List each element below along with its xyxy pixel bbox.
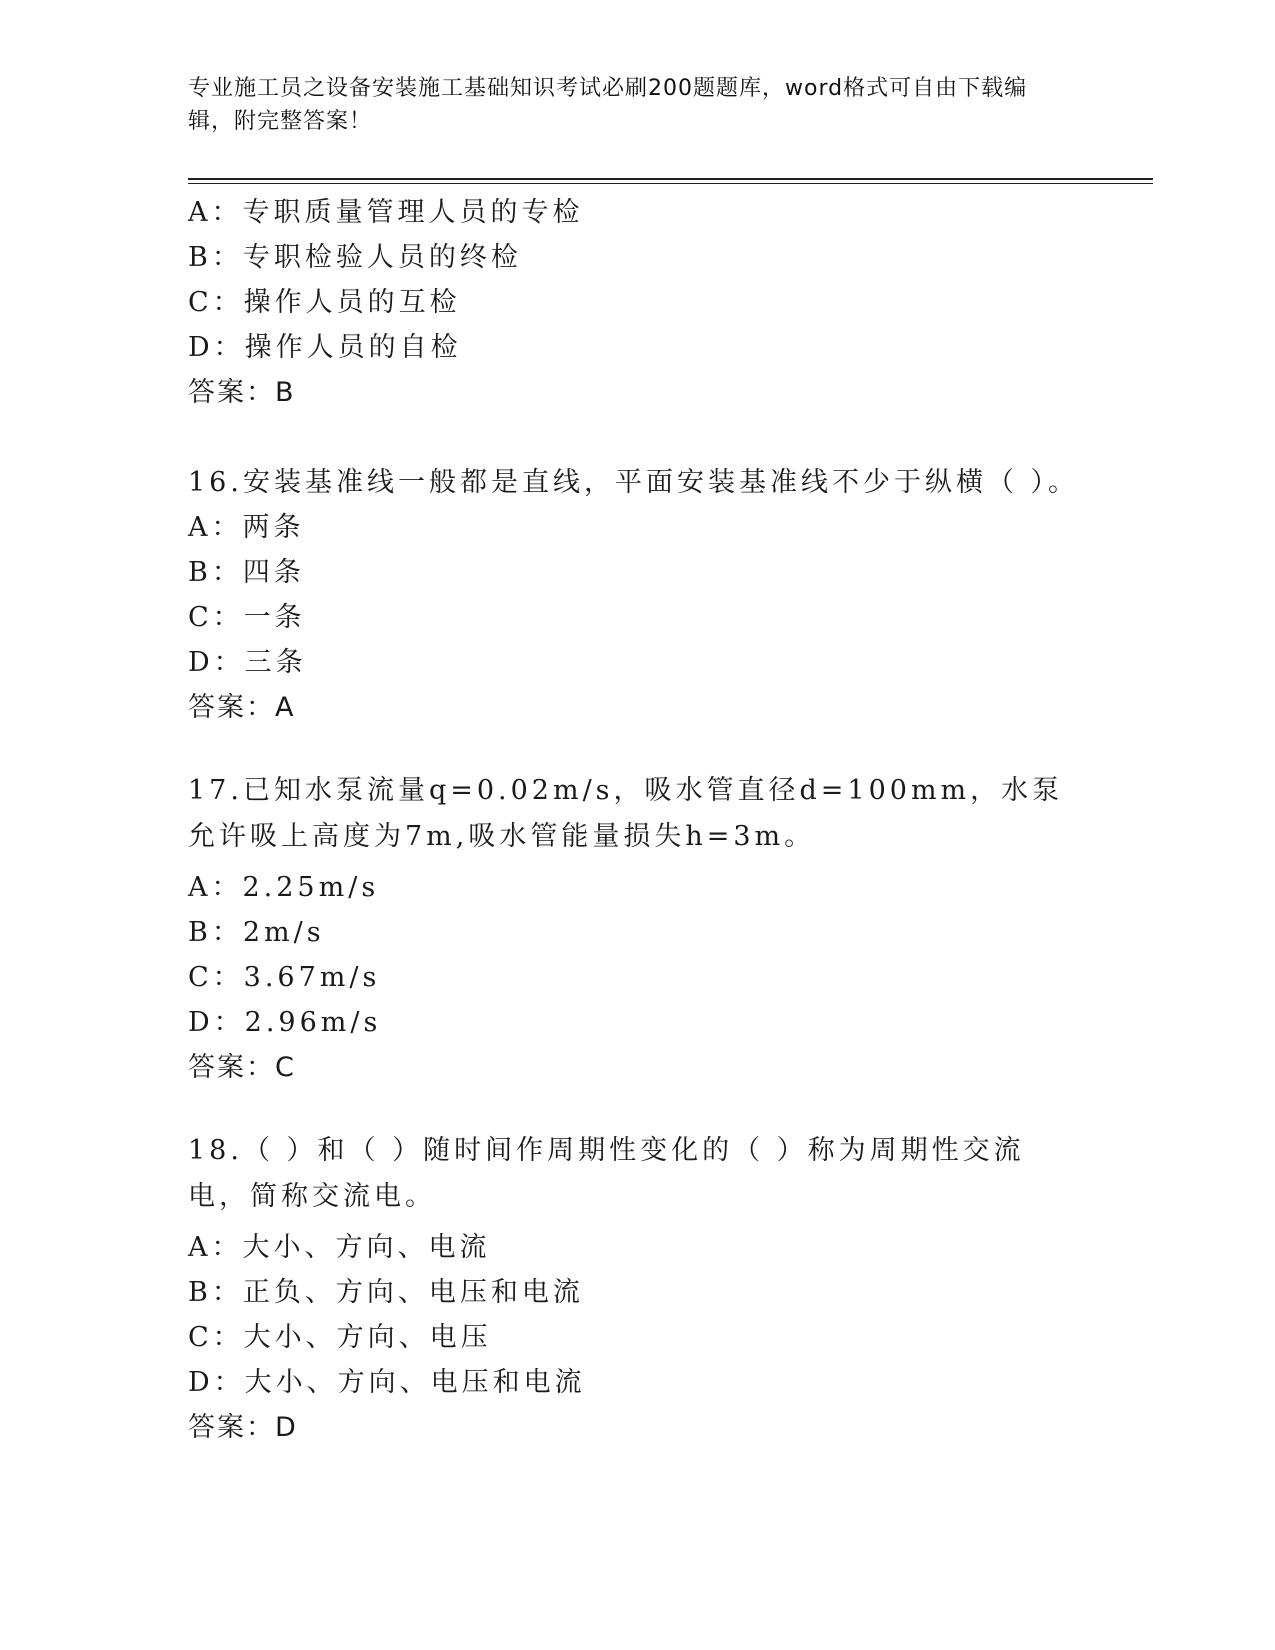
q16-option-d: D：三条 — [188, 647, 307, 678]
q15-option-c: C：操作人员的互检 — [188, 287, 461, 318]
q18-option-b: B：正负、方向、电压和电流 — [188, 1277, 584, 1308]
header-divider-top — [188, 178, 1153, 180]
q15-option-a: A：专职质量管理人员的专检 — [188, 197, 584, 228]
document-header-title: 专业施工员之设备安装施工基础知识考试必刷200题题库，word格式可自由下载编辑，附完整答案！ — [188, 76, 1028, 134]
q17-stem: 17.已知水泵流量q=0.02m/s，吸水管直径d=100mm，水泵允许吸上高度为7m,吸水管能量损失h=3m。 — [188, 775, 1064, 852]
q18-option-a: A：大小、方向、电流 — [188, 1232, 491, 1263]
header-divider-bottom — [188, 183, 1153, 184]
q18-option-d: D：大小、方向、电压和电流 — [188, 1367, 586, 1398]
q17-option-c: C：3.67m/s — [188, 962, 381, 993]
q15-option-d: D：操作人员的自检 — [188, 332, 462, 363]
q18-stem: 18.（ ）和（ ）随时间作周期性变化的（ ）称为周期性交流电，简称交流电。 — [188, 1135, 1025, 1212]
q16-option-b: B：四条 — [188, 557, 305, 588]
q16-stem: 16.安装基准线一般都是直线，平面安装基准线不少于纵横（ ）。 — [188, 467, 1080, 498]
q17-option-d: D：2.96m/s — [188, 1007, 382, 1038]
q16-option-a: A：两条 — [188, 512, 305, 543]
q16-answer: 答案：A — [188, 692, 296, 723]
q15-option-b: B：专职检验人员的终检 — [188, 242, 522, 273]
q17-option-a: A：2.25m/s — [188, 872, 380, 903]
q16-option-c: C：一条 — [188, 602, 306, 633]
q17-option-b: B：2m/s — [188, 917, 325, 948]
q15-answer: 答案：B — [188, 377, 296, 408]
q18-option-c: C：大小、方向、电压 — [188, 1322, 492, 1353]
q17-answer: 答案：C — [188, 1052, 296, 1083]
q18-answer: 答案：D — [188, 1412, 298, 1443]
